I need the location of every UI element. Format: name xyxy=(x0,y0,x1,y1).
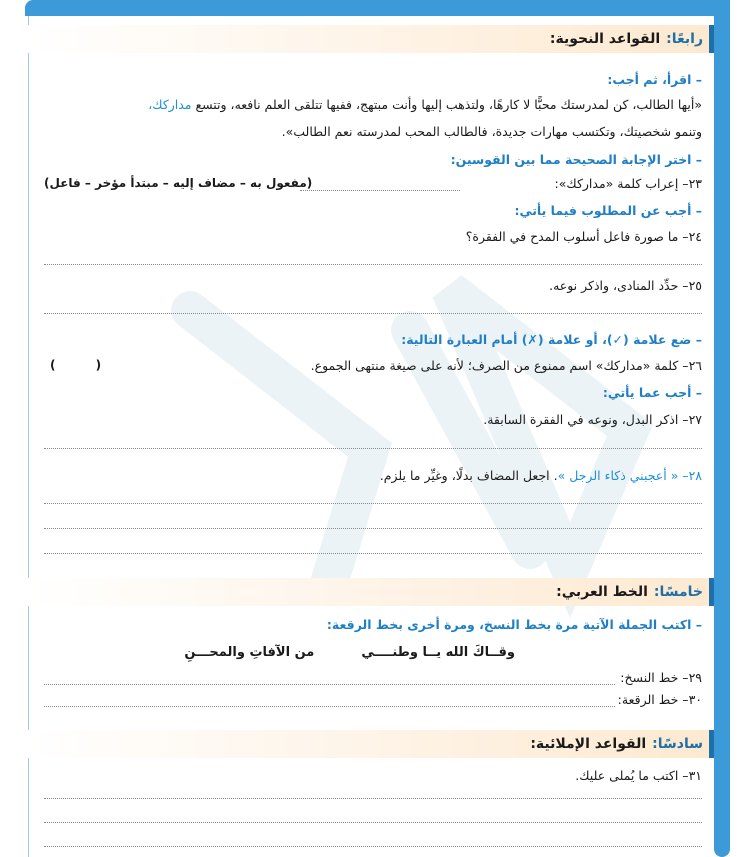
question-25: ٢٥– حدِّد المنادى، واذكر نوعه. xyxy=(549,278,702,293)
page-side-rail xyxy=(714,0,730,857)
passage-line-1 xyxy=(44,97,702,112)
watermark-logo xyxy=(150,250,670,630)
question-29: ٢٩– خط النسخ: xyxy=(620,670,702,685)
question-26-answer-box[interactable]: ( ) xyxy=(50,358,120,372)
answer-line-28c[interactable] xyxy=(44,553,702,554)
answer-line-23[interactable] xyxy=(300,190,460,191)
question-24: ٢٤– ما صورة فاعل أسلوب المدح في الفقرة؟ xyxy=(465,229,702,244)
instruction-answer-2: – أجب عما يأتي: xyxy=(602,385,702,400)
section-header-spelling xyxy=(28,730,714,758)
question-27: ٢٧– اذكر البدل، ونوعه في الفقرة السابقة. xyxy=(483,412,702,427)
instruction-answer: – أجب عن المطلوب فيما يأتي: xyxy=(514,203,702,218)
calligraphy-part-2: من الآفاتِ والمحـــنِ xyxy=(184,645,315,660)
instruction-calligraphy: – اكتب الجملة الآتية مرة بخط النسخ، ومرة أخرى بخط الرقعة: xyxy=(326,617,702,632)
passage-line-2: وتنمو شخصيتك، وتكتسب مهارات جديدة، فالطالب المحب لمدرسته نعم الطالب». xyxy=(281,124,702,139)
instruction-choose: – اختر الإجابة الصحيحة مما بين القوسين: xyxy=(450,152,702,167)
section-title: القواعد النحوية: xyxy=(549,31,661,47)
section-number: سادسًا: xyxy=(652,736,703,752)
question-30: ٣٠– خط الرقعة: xyxy=(617,692,702,707)
calligraphy-part-1: وقــاكَ الله يــا وطنــــي xyxy=(361,645,515,660)
question-26: ٢٦– كلمة «مداركك» اسم ممنوع من الصرف؛ لأنه على صيغة منتهى الجموع. xyxy=(310,358,702,373)
instruction-read: – اقرأ، ثم أجب: xyxy=(607,72,702,87)
answer-line-25[interactable] xyxy=(44,313,702,314)
answer-line-29[interactable] xyxy=(44,684,615,685)
section-title: القواعد الإملائية: xyxy=(530,736,647,752)
answer-line-31b[interactable] xyxy=(44,822,702,823)
answer-line-28a[interactable] xyxy=(44,503,702,504)
instruction-mark: – ضع علامة (✓)، أو علامة (✗) أمام العبارة التالية: xyxy=(401,332,702,347)
section-title: الخط العربي: xyxy=(556,584,648,600)
answer-line-31a[interactable] xyxy=(44,798,702,799)
section-header-grammar xyxy=(28,25,714,53)
answer-line-30[interactable] xyxy=(44,706,615,707)
page-top-rail xyxy=(25,0,714,16)
answer-line-31c[interactable] xyxy=(44,846,702,847)
question-23: ٢٣– إعراب كلمة «مداركك»: xyxy=(554,176,702,191)
question-23-options: (مفعول به – مضاف إليه – مبتدأ مؤخر – فاعل) xyxy=(44,176,313,190)
section-number: رابعًا: xyxy=(666,31,703,47)
passage-highlight: مداركك، xyxy=(148,97,192,112)
calligraphy-sentence xyxy=(44,645,515,660)
passage-text: «أيها الطالب، كن لمدرستك محبًّا لا كارهًا، ولتذهب إليها وأنت مبتهج، ففيها تتلقى العلم نافعه، وتتسع xyxy=(191,97,702,112)
question-28-quote: ٢٨– « أعجبني ذكاء الرجل » xyxy=(557,468,702,483)
answer-line-27[interactable] xyxy=(44,448,702,449)
section-number: خامسًا: xyxy=(653,584,703,600)
question-28-text: . اجعل المضاف بدلًا، وغيِّر ما يلزم. xyxy=(379,468,558,483)
question-31: ٣١– اكتب ما يُملى عليك. xyxy=(575,768,702,783)
question-28 xyxy=(44,468,702,483)
section-header-calligraphy xyxy=(28,578,714,606)
answer-line-24[interactable] xyxy=(44,264,702,265)
answer-line-28b[interactable] xyxy=(44,528,702,529)
